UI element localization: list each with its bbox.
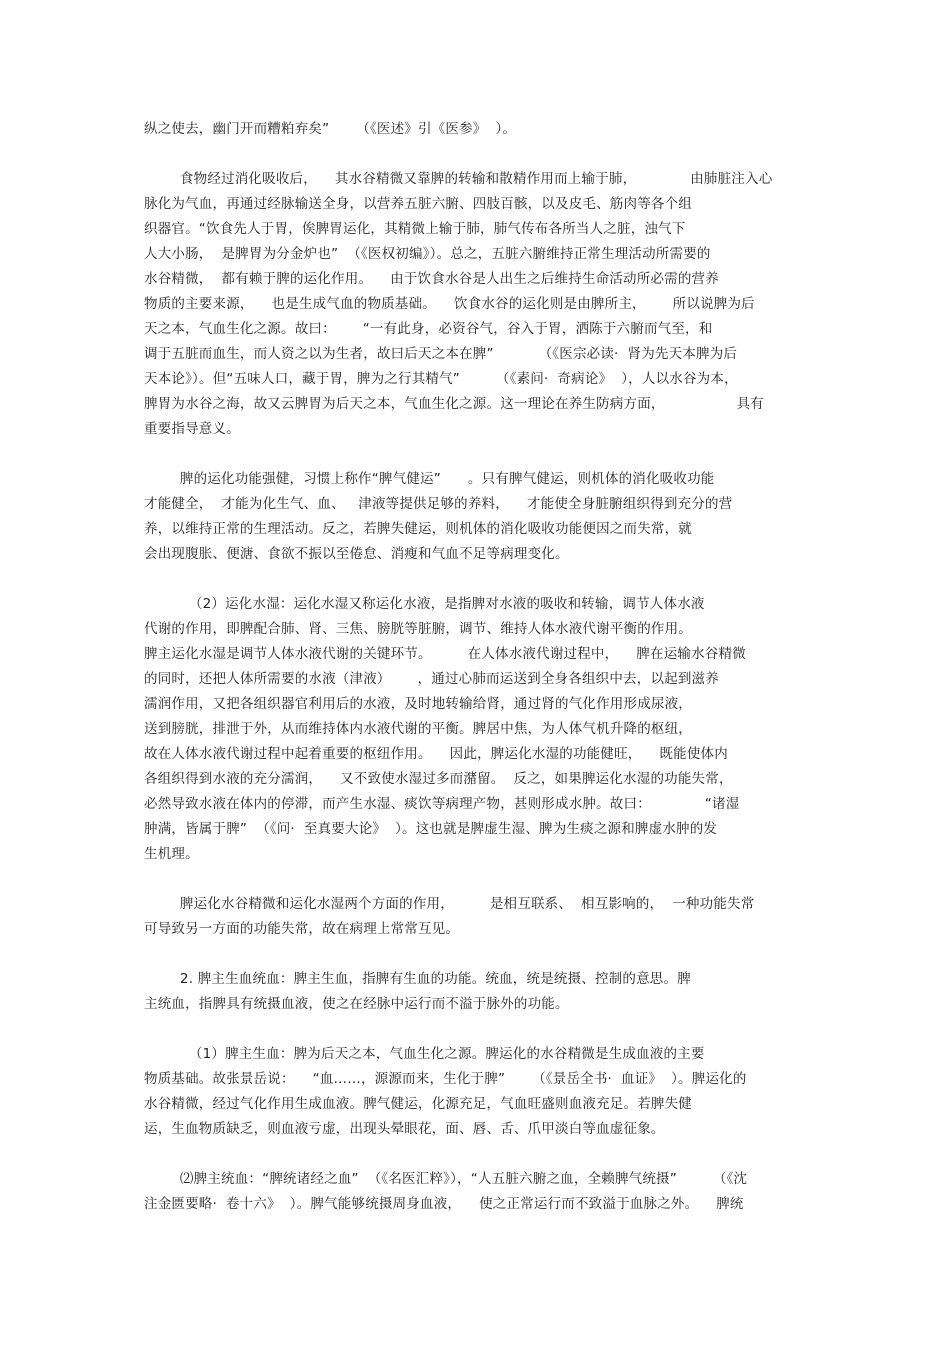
text-line: 故在人体水液代谢过程中起着重要的枢纽作用。 因此，脾运化水湿的功能健旺， 既能使体内 [144,746,728,762]
text-line: 2. 脾主生血统血：脾主生血，指脾有生血的功能。统血，统是统摄、控制的意思。脾 [144,971,691,987]
text-line: 必然导致水液在体内的停滞，而产生水湿、痰饮等病理产物，甚则形成水肿。故曰： “诸湿 [144,796,740,812]
text-line: 织器官。“饮食先人于胃，俟脾胃运化，其精微上输于肺，肺气传布各所当人之脏，浊气下 [144,221,686,237]
text-line: 物质的主要来源， 也是生成气血的物质基础。 饮食水谷的运化则是由脾所主， 所以说脾为后 [144,296,755,312]
text-line: 脾主运化水湿是调节人体水液代谢的关键环节。 在人体水液代谢过程中， 脾在运输水谷精微 [144,646,746,662]
text-line: 才能健全， 才能为化生气、血、 津液等提供足够的养料， 才能使全身脏腑组织得到充分的营 [144,496,733,512]
text-line: 濡润作用，又把各组织器官利用后的水液，及时地转输给肾，通过肾的气化作用形成尿液， [144,696,692,712]
text-line: 脾胃为水谷之海，故又云脾胃为后天之本，气血生化之源。这一理论在养生防病方面， 具有 [144,396,764,412]
text-line: 水谷精微， 都有赖于脾的运化作用。 由于饮食水谷是人出生之后维持生命活动所必需的营养 [144,271,719,287]
text-line: 重要指导意义。 [144,421,240,437]
text-line: 脾的运化功能强健，习惯上称作“脾气健运” 。只有脾气健运，则机体的消化吸收功能 [144,471,715,487]
text-line: 水谷精微，经过气化作用生成血液。脾气健运，化源充足，气血旺盛则血液充足。若脾失健 [144,1096,692,1112]
text-line: 调于五脏而血生，而人资之以为生者，故曰后天之本在脾” （《医宗必读· 肾为先天本脾为后 [144,346,738,362]
text-line: 食物经过消化吸收后， 其水谷精微又靠脾的转输和散精作用而上输于肺， 由肺脏注入心 [144,171,773,187]
text-line: 的同时，还把人体所需要的水液（津液） ，通过心肺而运送到全身各组织中去，以起到滋养 [144,671,719,687]
text-line: 各组织得到水液的充分濡润， 又不致使水湿过多而潴留。 反之，如果脾运化水湿的功能失常， [144,771,733,787]
text-line: 人大小肠， 是脾胃为分金炉也” （《医权初编》）。总之，五脏六腑维持正常生理活动所需要的 [144,246,711,262]
text-line: 天之本，气血生化之源。故曰： “一有此身，必资谷气，谷入于胃，洒陈于六腑而气至，和 [144,321,713,337]
text-line: 主统血，指脾具有统摄血液，使之在经脉中运行而不溢于脉外的功能。 [144,996,569,1012]
text-line: 会出现腹胀、便溏、食欲不振以至倦怠、消瘦和气血不足等病理变化。 [144,546,569,562]
text-line: 注金匮要略· 卷十六》 ）。脾气能够统摄周身血液， 使之正常运行而不致溢于血脉之外。 脾统 [144,1196,744,1212]
text-line: 运，生血物质缺乏，则血液亏虚，出现头晕眼花，面、唇、舌、爪甲淡白等血虚征象。 [144,1121,665,1137]
text-line: ⑵脾主统血：“脾统诸经之血” （《名医汇粹》），“人五脏六腑之血，全赖脾气统摄” （《沈 [144,1171,748,1187]
text-line: 肿满，皆属于脾” （《问· 至真要大论》 ）。这也就是脾虚生湿、脾为生痰之源和脾虚水肿的发 [144,821,718,837]
text-line: 送到膀胱，排泄于外，从而维持体内水液代谢的平衡。脾居中焦，为人体气机升降的枢纽， [144,721,692,737]
text-line: （2）运化水湿：运化水湿又称运化水液，是指脾对水液的吸收和转输，调节人体水液 [144,596,705,612]
text-line: 可导致另一方面的功能失常，故在病理上常常互见。 [144,921,460,937]
text-line: 生机理。 [144,846,199,862]
text-line: 养，以维持正常的生理活动。反之，若脾失健运，则机体的消化吸收功能便因之而失常，就 [144,521,692,537]
text-line: 脾运化水谷精微和运化水湿两个方面的作用， 是相互联系、 相互影响的， 一种功能失常 [144,896,755,912]
text-line: （1）脾主生血：脾为后天之本，气血生化之源。脾运化的水谷精微是生成血液的主要 [144,1046,705,1062]
text-line: 天本论》）。但“五味人口，藏于胃，脾为之行其精气” （《素问· 奇病论》 ），人以水谷为本， [144,371,738,387]
text-line: 物质基础。故张景岳说： “血……，源源而来，生化于脾” （《景岳全书· 血证》 ）。脾运化的 [144,1071,747,1087]
text-line: 脉化为气血，再通过经脉输送全身，以营养五脏六腑、四肢百骸，以及皮毛、筋肉等各个组 [144,196,692,212]
text-line: 代谢的作用，即脾配合肺、肾、三焦、膀胱等脏腑，调节、维持人体水液代谢平衡的作用。 [144,621,692,637]
text-line: 纵之使去，幽门开而糟粕弃矣” （《医述》引《医参》 ）。 [144,121,517,137]
